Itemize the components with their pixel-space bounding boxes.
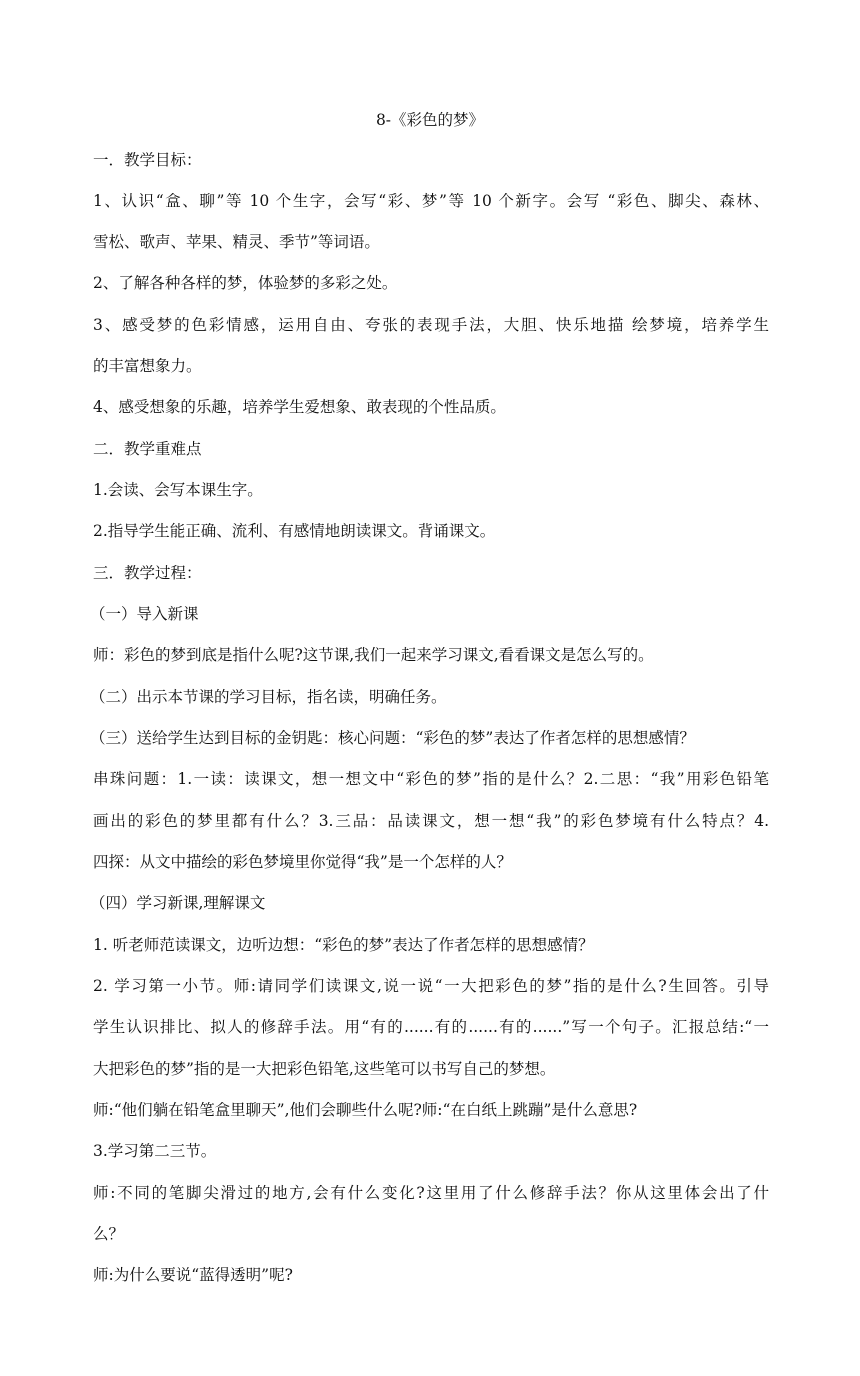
paragraph-line: 1. 听老师范读课文，边听边想：“彩色的梦”表达了作者怎样的思想感情？: [93, 936, 594, 954]
paragraph-line: 学生认识排比、拟人的修辞手法。用“有的......有的......有的......”写一个句子。汇报总结:“一: [93, 1018, 769, 1036]
paragraph-line: 3.学习第二三节。: [93, 1142, 217, 1160]
paragraph-line: 四探：从文中描绘的彩色梦境里你觉得“我”是一个怎样的人？: [93, 853, 512, 871]
subsection-heading: （三）送给学生达到目标的金钥匙：核心问题：“彩色的梦”表达了作者怎样的思想感情？: [90, 729, 695, 747]
subsection-heading: （二）出示本节课的学习目标，指名读，明确任务。: [90, 688, 447, 706]
paragraph-line: 么？: [93, 1225, 125, 1243]
paragraph-line: 的丰富想象力。: [93, 357, 202, 375]
paragraph-line: 1、认识“盒、聊”等 10 个生字，会写“彩、梦”等 10 个新字。会写 “彩色、脚尖、森林、: [93, 192, 769, 210]
section-heading-objectives: 一．教学目标：: [93, 151, 202, 169]
subsection-heading: （一）导入新课: [90, 605, 199, 623]
paragraph-line: 2. 学习第一小节。师:请同学们读课文,说一说“一大把彩色的梦”指的是什么?生回答。引导: [93, 977, 769, 995]
paragraph-line: 画出的彩色的梦里都有什么？3.三品：品读课文，想一想“我”的彩色梦境有什么特点？4.: [93, 812, 769, 830]
paragraph-line: 1.会读、会写本课生字。: [93, 481, 263, 499]
paragraph-line: 师:“他们躺在铅笔盒里聊天”,他们会聊些什么呢?师:“在白纸上跳蹦”是什么意思?: [93, 1101, 638, 1119]
paragraph-line: 4、感受想象的乐趣，培养学生爱想象、敢表现的个性品质。: [93, 398, 506, 416]
paragraph-line: 师：彩色的梦到底是指什么呢?这节课,我们一起来学习课文,看看课文是怎么写的。: [93, 646, 654, 664]
section-heading-key-points: 二．教学重难点: [93, 440, 202, 458]
paragraph-line: 师:为什么要说“蓝得透明”呢?: [93, 1266, 293, 1284]
paragraph-line: 串珠问题：1.一读：读课文，想一想文中“彩色的梦”指的是什么？2.二思：“我”用彩色铅笔: [93, 770, 769, 788]
document-title: 8-《彩色的梦》: [375, 111, 485, 129]
paragraph-line: 3、感受梦的色彩情感，运用自由、夸张的表现手法，大胆、快乐地描 绘梦境，培养学生: [93, 316, 769, 334]
paragraph-line: 大把彩色的梦”指的是一大把彩色铅笔,这些笔可以书写自己的梦想。: [93, 1060, 556, 1078]
paragraph-line: 雪松、歌声、苹果、精灵、季节”等词语。: [93, 233, 380, 251]
subsection-heading: （四）学习新课,理解课文: [90, 894, 266, 912]
paragraph-line: 师:不同的笔脚尖滑过的地方,会有什么变化?这里用了什么修辞手法？你从这里体会出了什: [93, 1184, 769, 1202]
section-heading-process: 三．教学过程：: [93, 564, 202, 582]
paragraph-line: 2、了解各种各样的梦，体验梦的多彩之处。: [93, 274, 398, 292]
paragraph-line: 2.指导学生能正确、流利、有感情地朗读课文。背诵课文。: [93, 522, 496, 540]
